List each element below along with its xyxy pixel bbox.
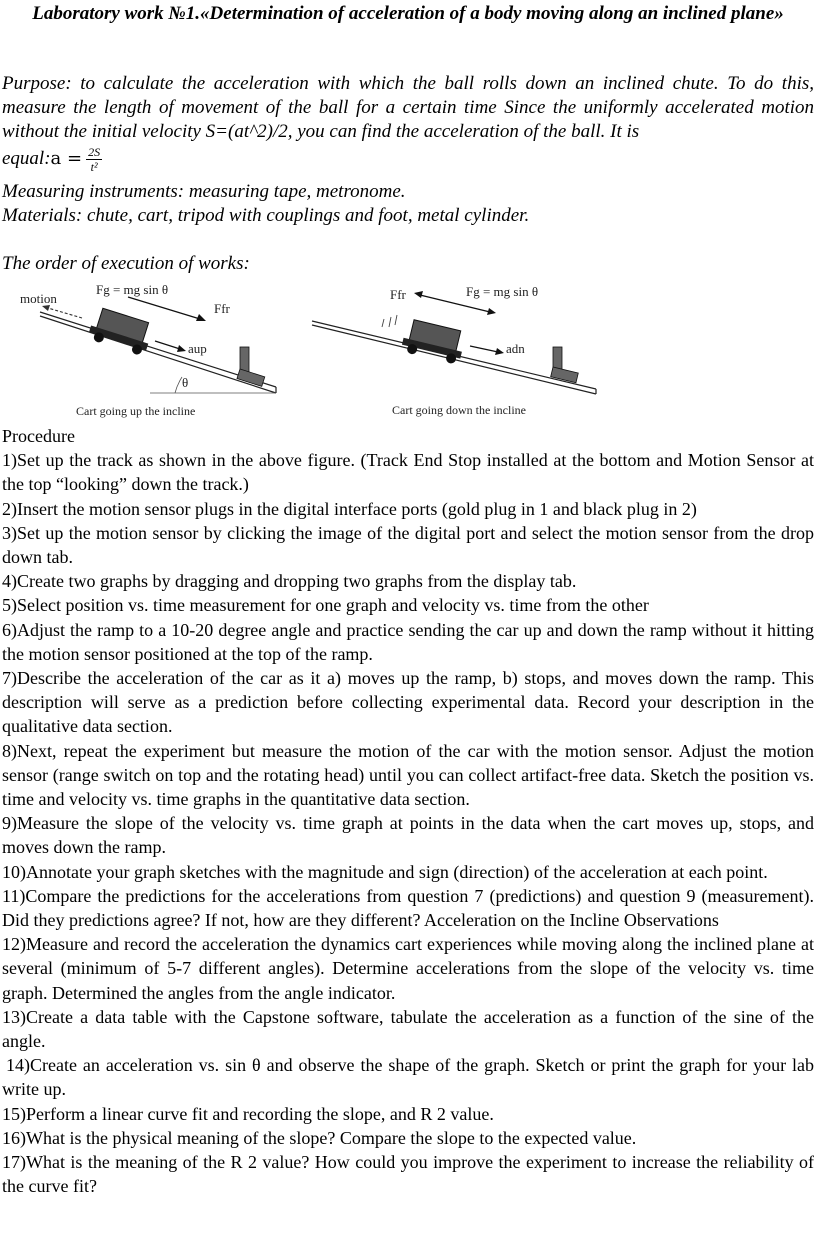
step-15: 15)Perform a linear curve fit and recording the slope, and R 2 value. <box>2 1103 494 1124</box>
procedure-heading: Procedure <box>2 426 75 446</box>
step-9: 9)Measure the slope of the velocity vs. time graph at points in the data when the cart moves up, stops, and moves down the ramp. <box>2 813 814 858</box>
right-ffr-label: Ffr <box>390 287 406 302</box>
step-6: 6)Adjust the ramp to a 10-20 degree angle and practice sending the car up and down the ramp without it hitting the motion sensor positioned at the top of the ramp. <box>2 619 814 664</box>
formula-fraction <box>86 145 102 174</box>
right-caption: Cart going down the incline <box>392 403 526 417</box>
step-10: 10)Annotate your graph sketches with the magnitude and sign (direction) of the acceleration at each point. <box>2 861 768 882</box>
instruments-line: Measuring instruments: measuring tape, metronome. <box>2 181 406 202</box>
right-end-stop <box>551 347 579 383</box>
step-17: 17)What is the meaning of the R 2 value? How could you improve the experiment to increase the reliability of the curve fit? <box>2 1152 814 1197</box>
step-11: 11)Compare the predictions for the accelerations from question 7 (predictions) and question 9 (measurement). Did they predictions agree? If not, how are they different? Acceleration on the Incline Observations <box>2 885 814 931</box>
left-incline-diagram <box>20 282 276 418</box>
formula-prefix: equal: <box>2 147 51 169</box>
left-caption: Cart going up the incline <box>76 404 196 418</box>
incline-figure <box>0 275 816 425</box>
formula-numerator: 2S <box>88 145 101 159</box>
step-3: 3)Set up the motion sensor by clicking the image of the digital port and select the motion sensor from the drop down tab. <box>2 522 814 568</box>
step-16: 16)What is the physical meaning of the slope? Compare the slope to the expected value. <box>2 1127 637 1148</box>
right-cart <box>400 318 466 365</box>
step-8: 8)Next, repeat the experiment but measure the motion of the car with the motion sensor. Adjust the motion sensor (range switch on top and the rotating head) until you can collect artifact-free data. Sketch the position vs. time and velocity vs. time graphs in the quantitative data section. <box>2 740 814 810</box>
step-13: 13)Create a data table with the Capstone software, tabulate the acceleration as a function of the sine of the angle. <box>2 1006 814 1052</box>
formula-denominator: t² <box>90 160 98 174</box>
acceleration-formula <box>2 145 102 174</box>
left-end-stop <box>237 347 265 386</box>
materials-line: Materials: chute, cart, tripod with couplings and foot, metal cylinder. <box>2 205 530 226</box>
step-4: 4)Create two graphs by dragging and dropping two graphs from the display tab. <box>2 571 577 592</box>
purpose-paragraph: Purpose: to calculate the acceleration with which the ball rolls down an inclined chute. To do this, measure the length of movement of the ball for a certain time Since the uniformly accelerated motion without the initial velocity S=(at^2)/2, you can find the acceleration of the ball. It is <box>2 73 814 142</box>
formula-lhs: a = <box>50 147 83 169</box>
motion-label: motion <box>20 291 57 306</box>
adn-label: adn <box>506 341 525 356</box>
step-12: 12)Measure and record the acceleration the dynamics cart experiences while moving along the inclined plane at several (minimum of 5-7 different angles). Determine accelerations from the slope of the velocity vs. time graph. Determined the angles from the angle indicator. <box>2 934 814 1003</box>
right-incline-diagram <box>312 284 596 417</box>
order-heading: The order of execution of works: <box>2 253 250 274</box>
page-title: Laboratory work №1.«Determination of acceleration of a body moving along an inclined plane» <box>32 3 784 24</box>
left-fg-label: Fg = mg sin θ <box>96 282 169 297</box>
left-cart <box>87 306 154 357</box>
left-ffr-label: Ffr <box>214 301 230 316</box>
theta-label: θ <box>182 375 189 390</box>
step-2: 2)Insert the motion sensor plugs in the digital interface ports (gold plug in 1 and black plug in 2) <box>2 498 697 519</box>
right-fg-label: Fg = mg sin θ <box>466 284 539 299</box>
step-14: 14)Create an acceleration vs. sin θ and observe the shape of the graph. Sketch or print the graph for your lab write up. <box>2 1055 814 1100</box>
procedure-section <box>2 424 814 1199</box>
step-5: 5)Select position vs. time measurement for one graph and velocity vs. time from the other <box>2 595 649 616</box>
aup-label: aup <box>188 341 207 356</box>
step-1: 1)Set up the track as shown in the above figure. (Track End Stop installed at the bottom and Motion Sensor at the top “looking” down the track.) <box>2 450 814 495</box>
step-7: 7)Describe the acceleration of the car as it a) moves up the ramp, b) stops, and moves down the ramp. This description will serve as a prediction before collecting experimental data. Record your description in the qualitative data section. <box>2 668 814 737</box>
